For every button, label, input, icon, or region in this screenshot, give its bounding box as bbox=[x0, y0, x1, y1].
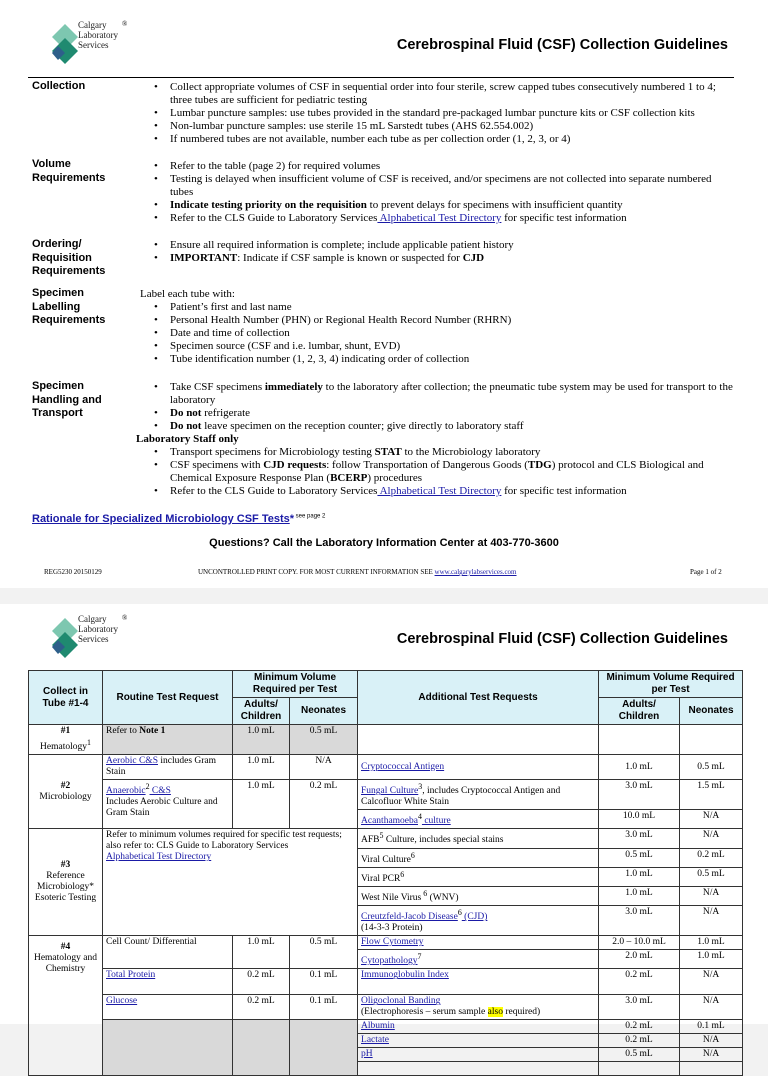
take-text: Take CSF specimens bbox=[170, 381, 265, 393]
neonate-vol-2: N/A bbox=[680, 995, 743, 1020]
additional-cell bbox=[358, 810, 599, 829]
additional-cell bbox=[358, 867, 599, 886]
tube-number: #2 bbox=[60, 780, 71, 791]
aerobic-cs-link[interactable]: Aerobic C&S bbox=[106, 756, 158, 767]
page-2 bbox=[0, 604, 768, 1060]
additional-cell bbox=[358, 780, 599, 810]
stat-text: Transport specimens for Microbiology testing bbox=[170, 446, 375, 458]
footnote-ref: 4 bbox=[418, 812, 422, 822]
fungal-culture-link[interactable]: Fungal Culture bbox=[361, 786, 419, 797]
immediately-bold: immediately bbox=[264, 381, 323, 393]
tube-4-cell bbox=[29, 936, 103, 1076]
table-row bbox=[29, 969, 743, 995]
priority-bold: Indicate testing priority on the requisition bbox=[170, 199, 367, 211]
footnote-ref: 5 bbox=[379, 831, 384, 841]
additional-cell bbox=[358, 886, 599, 905]
refer-suffix: for specific test information bbox=[501, 212, 627, 224]
adult-vol: 1.0 mL bbox=[233, 755, 290, 780]
additional-cell bbox=[358, 1048, 599, 1062]
footnote-ref: 1 bbox=[87, 738, 91, 747]
list-item: • Collect appropriate volumes of CSF in sequential order into four sterile, screw capped tubes consecutively numbered 1 to 4; three tubes are sufficient for pediatric testing bbox=[136, 81, 736, 107]
table-row bbox=[29, 829, 743, 848]
neonate-vol-2 bbox=[680, 725, 743, 755]
routine-cell bbox=[103, 1020, 233, 1076]
take-rest: to the laboratory after collection; the pneumatic tube system may be used for transport to the laboratory bbox=[170, 381, 733, 406]
list-item: • Refer to the table (page 2) for required volumes bbox=[136, 160, 736, 173]
logo-line-1: Calgary bbox=[78, 20, 107, 30]
routine-cell: Cell Count/ Differential bbox=[103, 936, 233, 969]
bcerp-bold: BCERP bbox=[330, 472, 368, 484]
cytopathology-link[interactable]: Cytopathology bbox=[361, 956, 418, 967]
neonate-vol-2: N/A bbox=[680, 969, 743, 995]
adult-vol-2: 1.0 mL bbox=[599, 867, 680, 886]
neonate-vol-2: 1.0 mL bbox=[680, 950, 743, 969]
neonate-vol-2: N/A bbox=[680, 1034, 743, 1048]
title-divider bbox=[28, 77, 734, 78]
tube-number: #4 bbox=[60, 942, 71, 953]
cjd-mid: : follow Transportation of Dangerous Goods ( bbox=[326, 459, 528, 471]
donot-text: refrigerate bbox=[201, 407, 251, 419]
acanthamoeba-link[interactable]: Acanthamoeba bbox=[361, 816, 418, 827]
total-protein-link[interactable]: Total Protein bbox=[106, 970, 156, 981]
cjd-link[interactable]: (CJD) bbox=[461, 912, 488, 923]
footer-page-number: Page 1 of 2 bbox=[690, 568, 722, 576]
section-handling bbox=[136, 381, 736, 498]
adult-vol: 1.0 mL bbox=[233, 936, 290, 969]
additional-text: Culture, includes special stains bbox=[383, 835, 504, 846]
section-volume bbox=[136, 160, 736, 225]
additional-cell bbox=[358, 936, 599, 950]
neonate-vol-2: N/A bbox=[680, 810, 743, 829]
note-ref: Note 1 bbox=[139, 726, 166, 736]
cjd-end: ) procedures bbox=[367, 472, 423, 484]
test-directory-link[interactable]: Alphabetical Test Directory bbox=[106, 852, 212, 863]
col-header-routine: Routine Test Request bbox=[103, 671, 233, 725]
neonate-vol-2: N/A bbox=[680, 906, 743, 936]
table-row bbox=[29, 725, 743, 755]
neonate-vol: 0.5 mL bbox=[290, 725, 358, 755]
oligoclonal-banding-link[interactable]: Oligoclonal Banding bbox=[361, 996, 441, 1007]
logo-registered: ® bbox=[122, 20, 128, 28]
list-item: • If numbered tubes are not available, number each tube as per collection order (1, 2, 3, or 4) bbox=[136, 133, 736, 146]
logo-registered: ® bbox=[122, 614, 128, 622]
adult-vol-2: 2.0 – 10.0 mL bbox=[599, 936, 680, 950]
neonate-vol: 0.1 mL bbox=[290, 969, 358, 995]
adult-vol: 0.2 mL bbox=[233, 995, 290, 1020]
routine-cell bbox=[103, 725, 233, 755]
list-item: • Specimen source (CSF and i.e. lumbar, shunt, EVD) bbox=[136, 340, 736, 353]
footer-url-link[interactable]: www.calgarylabservices.com bbox=[434, 568, 517, 576]
important-text: : Indicate if CSF sample is known or suspected for bbox=[237, 252, 463, 264]
additional-text: West Nile Virus bbox=[361, 893, 422, 904]
lab-staff-heading: Laboratory Staff only bbox=[136, 433, 239, 445]
tdg-bold: TDG bbox=[527, 459, 552, 471]
rationale-link[interactable]: Rationale for Specialized Microbiology CSF Tests bbox=[32, 513, 290, 525]
adult-vol-2: 3.0 mL bbox=[599, 829, 680, 848]
neonate-vol-2: 1.5 mL bbox=[680, 780, 743, 810]
page-title: Cerebrospinal Fluid (CSF) Collection Guidelines bbox=[396, 631, 728, 647]
adult-vol-2: 0.5 mL bbox=[599, 1048, 680, 1062]
routine-cell bbox=[103, 780, 233, 829]
additional-text: (WNV) bbox=[427, 893, 459, 904]
cls-logo bbox=[52, 20, 132, 72]
adult-vol-2: 3.0 mL bbox=[599, 995, 680, 1020]
list-item bbox=[136, 485, 736, 498]
footnote-ref: 6 bbox=[457, 908, 462, 918]
col-header-collect: Collect in Tube #1-4 bbox=[29, 671, 103, 725]
list-item: • Patient’s first and last name bbox=[136, 301, 736, 314]
adult-vol: 0.2 mL bbox=[233, 969, 290, 995]
labelling-intro: Label each tube with: bbox=[140, 288, 235, 300]
adult-vol-2 bbox=[599, 725, 680, 755]
anaerobic-cs-link[interactable]: Anaerobic bbox=[106, 786, 146, 797]
neonate-vol-2: 0.5 mL bbox=[680, 867, 743, 886]
logo-line-3: Services bbox=[78, 40, 109, 50]
col-header-additional: Additional Test Requests bbox=[358, 671, 599, 725]
page-title: Cerebrospinal Fluid (CSF) Collection Guidelines bbox=[396, 37, 728, 53]
neonate-vol-2: 1.0 mL bbox=[680, 936, 743, 950]
table-row bbox=[29, 936, 743, 950]
neonate-vol-2: N/A bbox=[680, 829, 743, 848]
highlighted-text: also bbox=[487, 1007, 503, 1018]
routine-cell bbox=[103, 829, 358, 936]
logo-mark-icon bbox=[52, 24, 78, 70]
footnote-ref: 7 bbox=[417, 952, 422, 962]
routine-cell bbox=[103, 995, 233, 1020]
logo-mark-icon bbox=[52, 618, 78, 664]
donot-text: leave specimen on the reception counter; give directly to laboratory staff bbox=[201, 420, 524, 432]
list-item: • Ensure all required information is complete; include applicable patient history bbox=[136, 239, 736, 252]
neonate-vol: 0.1 mL bbox=[290, 995, 358, 1020]
additional-text: (14-3-3 Protein) bbox=[361, 923, 423, 934]
col-header-adults-2: Adults/ Children bbox=[599, 698, 680, 725]
neonate-vol-2: 0.2 mL bbox=[680, 848, 743, 867]
additional-text: , includes Cryptococcal Antigen and Calcofluor White Stain bbox=[361, 786, 561, 808]
logo-line-2: Laboratory bbox=[78, 30, 118, 40]
contact-line: Questions? Call the Laboratory Information Center at 403-770-3600 bbox=[209, 537, 559, 549]
neonate-vol-2 bbox=[680, 1062, 743, 1076]
anaerobic-cs-link[interactable]: C&S bbox=[149, 786, 171, 797]
refer-suffix: for specific test information bbox=[501, 485, 627, 497]
list-item bbox=[136, 407, 736, 420]
flow-cytometry-link[interactable]: Flow Cytometry bbox=[361, 937, 424, 948]
adult-vol-2: 1.0 mL bbox=[599, 755, 680, 780]
additional-cell bbox=[358, 906, 599, 936]
cjd-requests-bold: CJD requests bbox=[263, 459, 327, 471]
col-header-minvol-2: Minimum Volume Required per Test bbox=[599, 671, 743, 698]
tube-name: Hematology bbox=[40, 742, 87, 753]
additional-cell bbox=[358, 1034, 599, 1048]
glucose-link[interactable]: Glucose bbox=[106, 996, 138, 1007]
test-directory-link[interactable]: Alphabetical Test Directory bbox=[377, 212, 502, 224]
tube-name-2: Esoteric Testing bbox=[34, 893, 97, 904]
tube-2-cell bbox=[29, 755, 103, 829]
important-bold: IMPORTANT bbox=[170, 252, 238, 264]
adult-vol-2: 2.0 mL bbox=[599, 950, 680, 969]
additional-text: required) bbox=[502, 1007, 541, 1018]
rationale-note: see page 2 bbox=[294, 513, 326, 520]
adult-vol-2: 3.0 mL bbox=[599, 906, 680, 936]
list-item bbox=[136, 420, 736, 433]
neonate-vol: 0.2 mL bbox=[290, 780, 358, 829]
list-item: • Lumbar puncture samples: use tubes provided in the standard pre-packaged lumbar puncture kits or CSF collection kits bbox=[136, 107, 736, 120]
footer-notice-text: UNCONTROLLED PRINT COPY. FOR MOST CURRENT INFORMATION SEE bbox=[198, 568, 435, 576]
list-item bbox=[136, 252, 736, 265]
adult-vol bbox=[233, 1020, 290, 1076]
section-label-labelling: Specimen Labelling Requirements bbox=[32, 287, 106, 326]
footnote-ref: 6 bbox=[410, 850, 415, 860]
tube-3-cell bbox=[29, 829, 103, 936]
additional-cell bbox=[358, 1020, 599, 1034]
additional-cell bbox=[358, 1062, 599, 1076]
tube-name: Microbiology bbox=[39, 791, 92, 802]
refer-text: Refer to the CLS Guide to Laboratory Services bbox=[170, 212, 378, 224]
col-header-neonates: Neonates bbox=[290, 698, 358, 725]
adult-vol-2: 0.2 mL bbox=[599, 969, 680, 995]
adult-vol-2: 1.0 mL bbox=[599, 886, 680, 905]
priority-text: to prevent delays for specimens with insufficient quantity bbox=[366, 199, 623, 211]
list-item: • Testing is delayed when insufficient volume of CSF is received, and/or specimens are not collected into separate numbered tubes bbox=[136, 173, 736, 199]
additional-text: Viral PCR bbox=[361, 873, 401, 884]
test-directory-link[interactable]: Alphabetical Test Directory bbox=[377, 485, 502, 497]
immunoglobulin-index-link[interactable]: Immunoglobulin Index bbox=[361, 970, 449, 981]
adult-vol: 1.0 mL bbox=[233, 725, 290, 755]
additional-cell bbox=[358, 725, 599, 755]
footnote-ref: 3 bbox=[418, 782, 423, 792]
additional-cell bbox=[358, 969, 599, 995]
ph-link[interactable]: pH bbox=[361, 1049, 373, 1060]
section-label-collection: Collection bbox=[32, 80, 86, 92]
donot-bold: Do not bbox=[170, 407, 202, 419]
routine-text: includes Gram Stain bbox=[106, 756, 217, 778]
list-item: • Non-lumbar puncture samples: use sterile 15 mL Sarstedt tubes (AHS 62.554.002) bbox=[136, 120, 736, 133]
adult-vol-2: 0.2 mL bbox=[599, 1020, 680, 1034]
section-label-volume: Volume Requirements bbox=[32, 158, 106, 184]
list-item bbox=[136, 459, 736, 485]
cjd-mid2: ) protocol and CLS Biological and Chemical Exposure Response Plan ( bbox=[170, 459, 704, 484]
cjd-text: CSF specimens with bbox=[170, 459, 264, 471]
neonate-vol-2: N/A bbox=[680, 886, 743, 905]
acanthamoeba-link[interactable]: culture bbox=[421, 816, 451, 827]
list-item bbox=[136, 212, 736, 225]
additional-cell bbox=[358, 995, 599, 1020]
footnote-ref: 2 bbox=[145, 782, 150, 792]
table-row bbox=[29, 755, 743, 780]
neonate-vol-2: N/A bbox=[680, 1048, 743, 1062]
routine-text: Refer to minimum volumes required for specific test requests; also refer to: CLS Guide to Laboratory Services bbox=[106, 830, 342, 852]
logo-line-2: Laboratory bbox=[78, 624, 118, 634]
list-item bbox=[136, 199, 736, 212]
refer-text: Refer to the CLS Guide to Laboratory Services bbox=[170, 485, 378, 497]
lactate-link[interactable]: Lactate bbox=[361, 1035, 389, 1046]
adult-vol-2 bbox=[599, 1062, 680, 1076]
section-ordering bbox=[136, 239, 736, 265]
rationale-star: * bbox=[289, 513, 295, 525]
table-row bbox=[29, 1020, 743, 1034]
list-item: • Date and time of collection bbox=[136, 327, 736, 340]
neonate-vol bbox=[290, 1020, 358, 1076]
section-labelling bbox=[136, 288, 736, 366]
section-collection bbox=[136, 81, 736, 146]
tube-name: Hematology and Chemistry bbox=[33, 953, 98, 975]
col-header-neonates-2: Neonates bbox=[680, 698, 743, 725]
adult-vol-2: 3.0 mL bbox=[599, 780, 680, 810]
albumin-link[interactable]: Albumin bbox=[361, 1021, 395, 1032]
routine-text: Refer to bbox=[106, 726, 140, 736]
routine-cell bbox=[103, 969, 233, 995]
section-label-handling: Specimen Handling and Transport bbox=[32, 380, 102, 419]
routine-text: Includes Aerobic Culture and Gram Stain bbox=[106, 797, 218, 819]
list-item: • Tube identification number (1, 2, 3, 4) indicating order of collection bbox=[136, 353, 736, 366]
additional-text: AFB bbox=[361, 835, 380, 846]
logo-line-1: Calgary bbox=[78, 614, 107, 624]
footnote-ref: 6 bbox=[421, 888, 428, 898]
neonate-vol-2: 0.5 mL bbox=[680, 755, 743, 780]
list-item: • Personal Health Number (PHN) or Regional Health Record Number (RHRN) bbox=[136, 314, 736, 327]
neonate-vol: N/A bbox=[290, 755, 358, 780]
list-item bbox=[136, 381, 736, 407]
additional-text: (Electrophoresis – serum sample bbox=[361, 1007, 488, 1018]
rationale-link-row bbox=[32, 513, 325, 525]
additional-cell bbox=[358, 755, 599, 780]
additional-cell bbox=[358, 848, 599, 867]
neonate-vol-2: 0.1 mL bbox=[680, 1020, 743, 1034]
adult-vol: 1.0 mL bbox=[233, 780, 290, 829]
section-label-ordering: Ordering/ Requisition Requirements bbox=[32, 238, 106, 277]
col-header-adults: Adults/ Children bbox=[233, 698, 290, 725]
footer-code: REG5230 20150129 bbox=[44, 568, 102, 576]
cjd-link[interactable]: Creutzfeld-Jacob Disease bbox=[361, 912, 458, 923]
table-row bbox=[29, 780, 743, 810]
adult-vol-2: 0.5 mL bbox=[599, 848, 680, 867]
cls-logo bbox=[52, 614, 132, 666]
table-row bbox=[29, 995, 743, 1020]
cjd-bold: CJD bbox=[462, 252, 485, 264]
list-item bbox=[136, 446, 736, 459]
donot-bold: Do not bbox=[170, 420, 202, 432]
additional-cell bbox=[358, 950, 599, 969]
stat-rest: to the Microbiology laboratory bbox=[401, 446, 541, 458]
col-header-minvol: Minimum Volume Required per Test bbox=[233, 671, 358, 698]
stat-bold: STAT bbox=[374, 446, 402, 458]
tube-1-cell bbox=[29, 725, 103, 755]
adult-vol-2: 0.2 mL bbox=[599, 1034, 680, 1048]
additional-text: Viral Culture bbox=[361, 854, 411, 865]
cryptococcal-antigen-link[interactable]: Cryptococcal Antigen bbox=[361, 761, 445, 772]
footnote-ref: 6 bbox=[400, 869, 405, 879]
routine-cell bbox=[103, 755, 233, 780]
volume-table bbox=[28, 670, 743, 1076]
neonate-vol: 0.5 mL bbox=[290, 936, 358, 969]
footer-notice bbox=[198, 568, 517, 576]
logo-line-3: Services bbox=[78, 634, 109, 644]
tube-name: Reference Microbiology* bbox=[37, 871, 94, 893]
tube-number: #1 bbox=[60, 726, 71, 736]
additional-cell bbox=[358, 829, 599, 848]
tube-number: #3 bbox=[60, 860, 71, 871]
adult-vol-2: 10.0 mL bbox=[599, 810, 680, 829]
